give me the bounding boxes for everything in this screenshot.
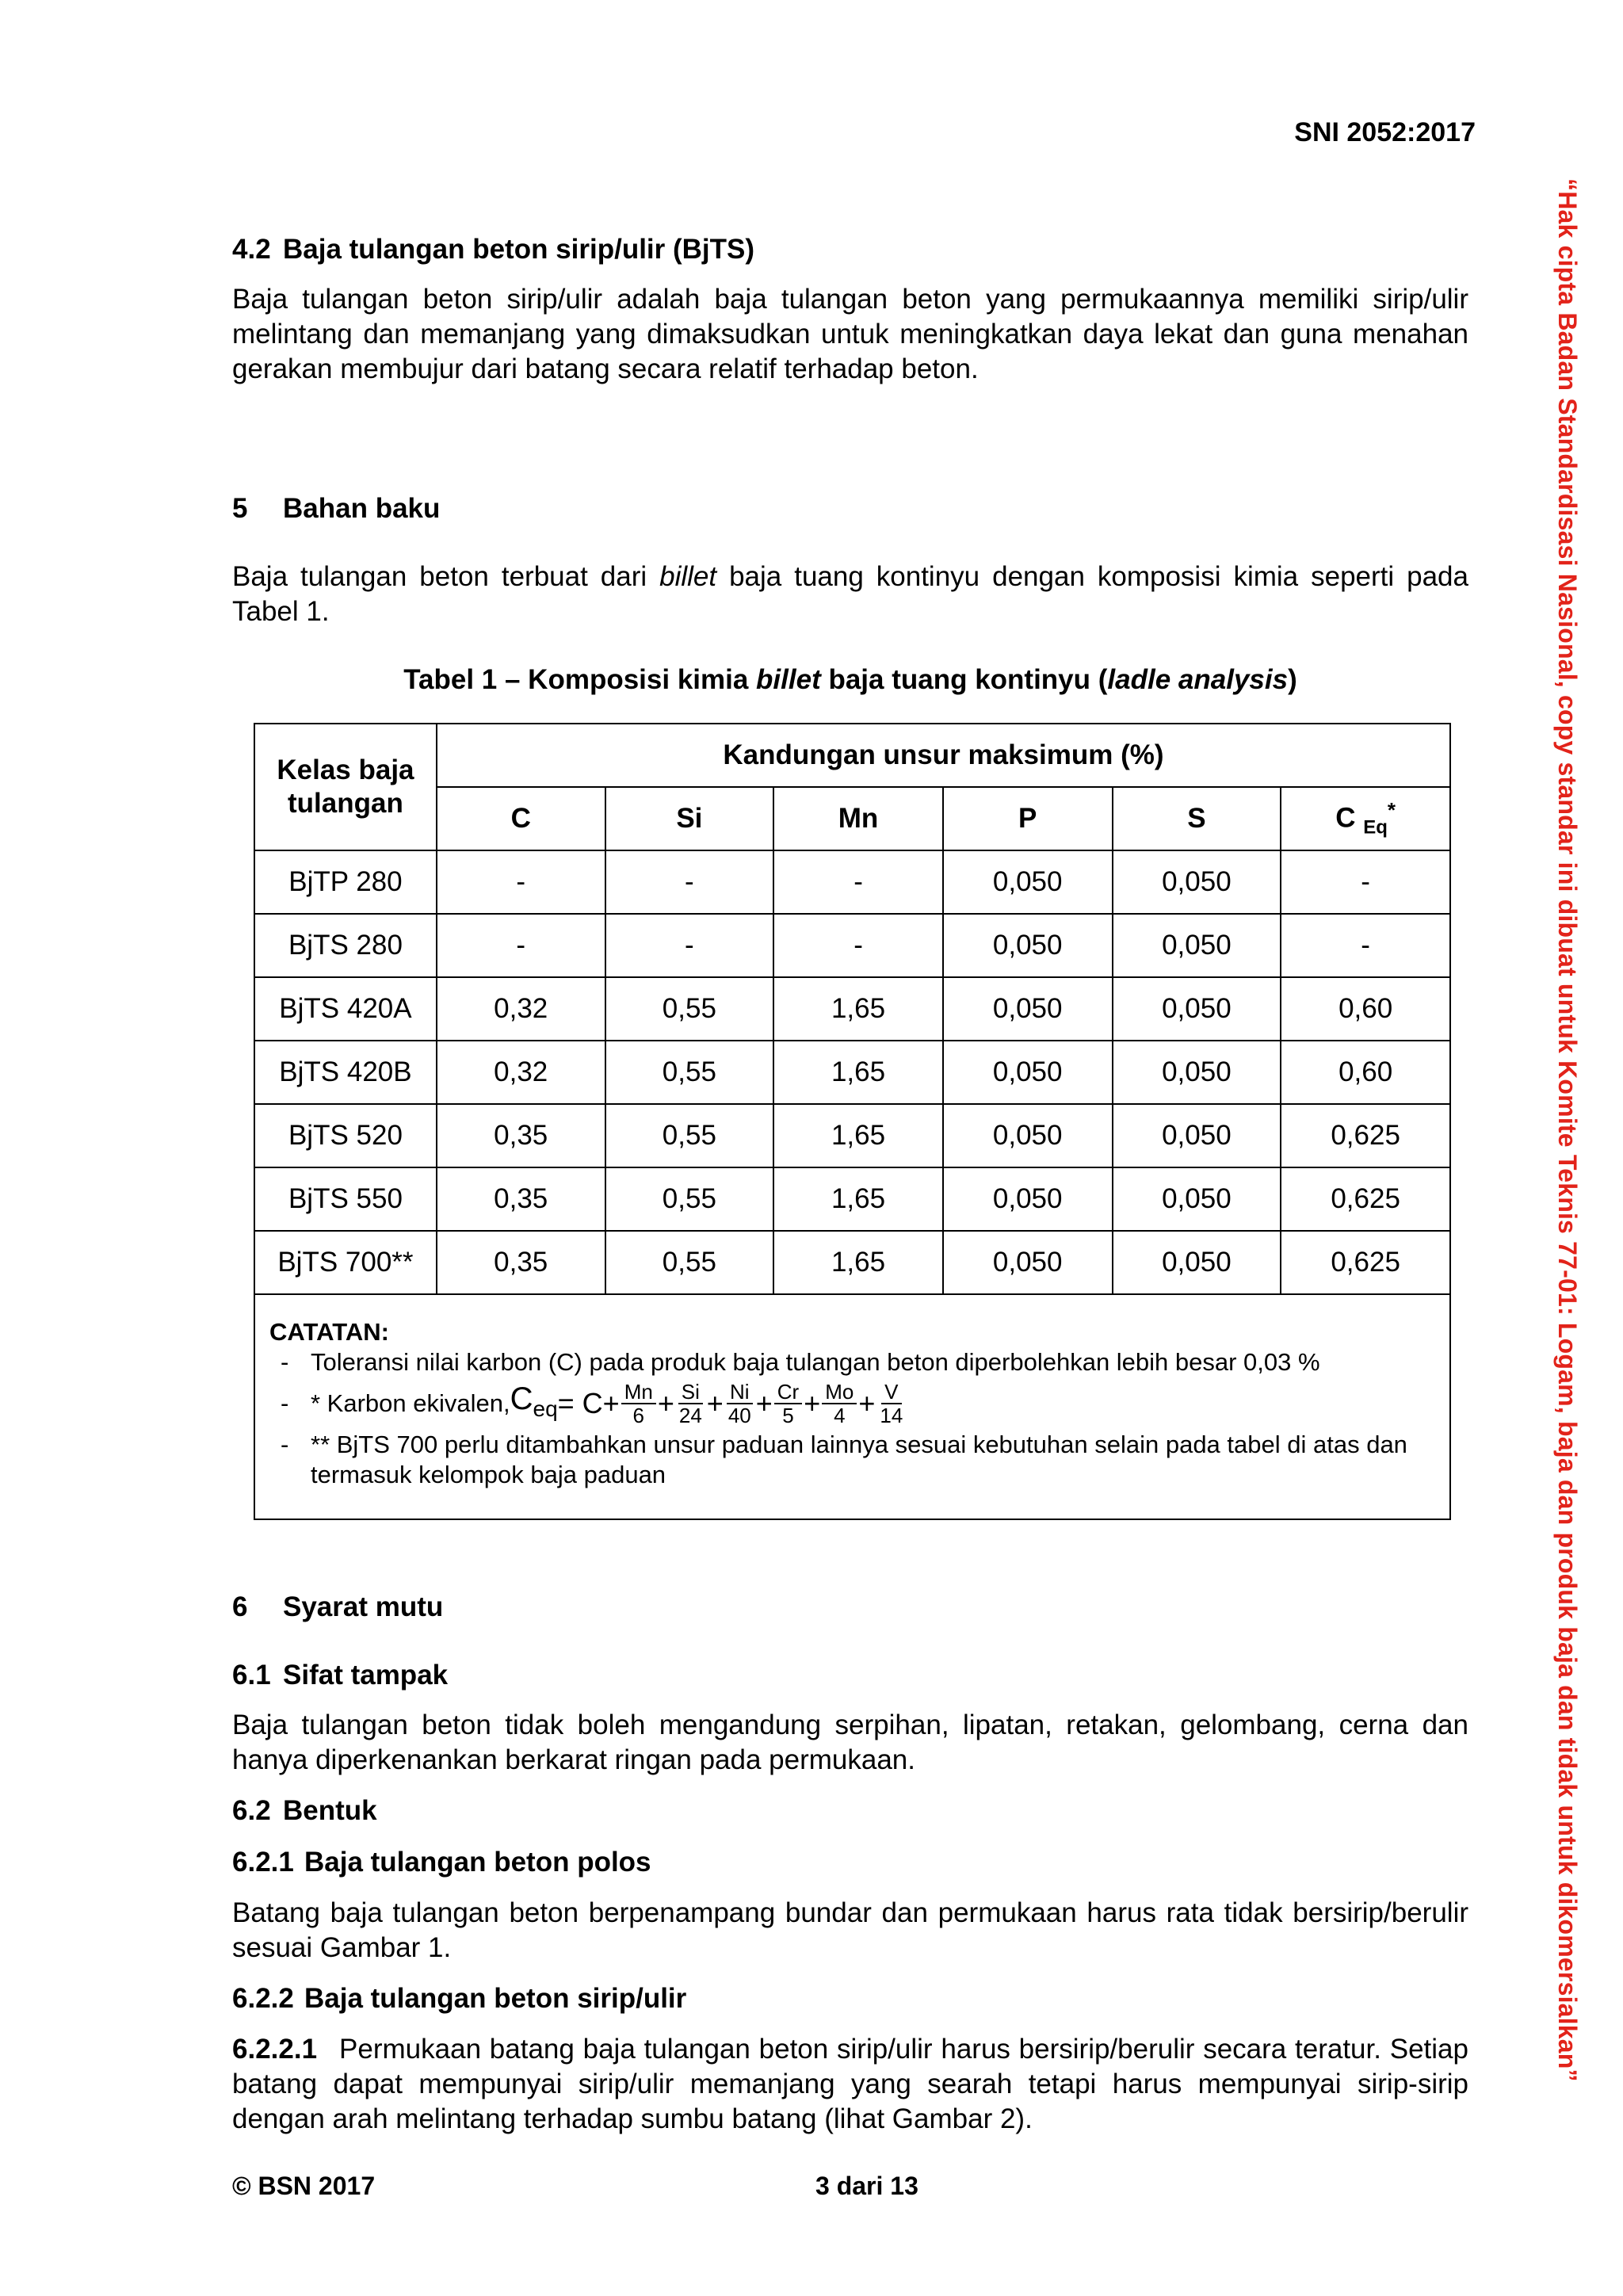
notes-title: CATATAN:	[269, 1318, 389, 1346]
table-cell: 0,050	[1113, 1041, 1281, 1104]
table-cell: BjTS 550	[254, 1167, 437, 1231]
section-5-heading	[232, 493, 440, 525]
section-6-heading	[232, 1591, 443, 1623]
table-cell: 1,65	[773, 1041, 943, 1104]
table-cell: 0,55	[605, 1167, 774, 1231]
section-number: 5	[232, 493, 248, 524]
section-number: 6	[232, 1591, 248, 1622]
table-cell: BjTS 420B	[254, 1041, 437, 1104]
table-cell: 0,050	[943, 1041, 1113, 1104]
footer-page-number: 3 dari 13	[815, 2172, 918, 2200]
table-caption	[232, 664, 1468, 696]
section-number: 6.2.2	[232, 1983, 294, 2014]
table-cell: BjTP 280	[254, 850, 437, 914]
formula-fraction: $\frac{Mo}{4}$	[822, 1381, 857, 1427]
table-cell: 0,050	[1113, 1104, 1281, 1167]
column-header: Si	[605, 787, 774, 850]
table-cell: 0,60	[1281, 1041, 1450, 1104]
table-cell: 0,050	[943, 1167, 1113, 1231]
section-5-body	[232, 560, 1468, 629]
section-6-2-2-1-body	[232, 2032, 1468, 2137]
note-item	[269, 1430, 1435, 1490]
section-title: Baja tulangan beton polos	[304, 1847, 651, 1878]
table-cell: 1,65	[773, 977, 943, 1041]
table-cell: 0,32	[437, 977, 605, 1041]
formula-plus: +	[706, 1387, 724, 1419]
table-cell: 0,050	[943, 914, 1113, 977]
note-item	[269, 1381, 1435, 1427]
section-6-1-heading	[232, 1660, 448, 1691]
column-header	[1281, 787, 1450, 850]
table-cell: 0,050	[943, 850, 1113, 914]
table-cell: 0,050	[943, 1104, 1113, 1167]
section-4-2-heading	[232, 234, 754, 266]
section-title: Bahan baku	[283, 493, 441, 524]
section-title: Sifat tampak	[283, 1660, 449, 1690]
table-row	[254, 1104, 1450, 1167]
table-cell: -	[605, 850, 774, 914]
section-number: 6.2	[232, 1795, 271, 1826]
caption-text: )	[1288, 664, 1297, 695]
table-notes	[254, 1294, 1450, 1519]
formula-fraction: $\frac{Si}{24}$	[678, 1380, 702, 1427]
formula-plus: +	[755, 1387, 773, 1419]
table-cell: 0,625	[1281, 1104, 1450, 1167]
column-header-class: Kelas baja tulangan	[254, 724, 437, 850]
section-title: Syarat mutu	[283, 1591, 444, 1622]
table-cell: 1,65	[773, 1167, 943, 1231]
table-row	[254, 1231, 1450, 1294]
footer-copyright: © BSN 2017	[232, 2172, 376, 2200]
section-title: Baja tulangan beton sirip/ulir (BjTS)	[283, 234, 755, 265]
table-cell: 0,050	[943, 977, 1113, 1041]
table-row	[254, 1041, 1450, 1104]
table-cell: 0,32	[437, 1041, 605, 1104]
table-cell: -	[1281, 850, 1450, 914]
table-cell: 0,050	[943, 1231, 1113, 1294]
table-row	[254, 914, 1450, 977]
section-number: 6.2.2.1	[232, 2034, 318, 2065]
note-text: ** BjTS 700 perlu ditambahkan unsur paduan lainnya sesuai kebutuhan selain pada tabel di atas dan termasuk kelompok baja paduan	[311, 1431, 1407, 1488]
table-cell: -	[437, 914, 605, 977]
table-cell: 0,35	[437, 1104, 605, 1167]
table-cell: 0,050	[1113, 1231, 1281, 1294]
section-title: Bentuk	[283, 1795, 377, 1826]
note-item	[269, 1347, 1435, 1377]
column-header: Mn	[773, 787, 943, 850]
body-text-italic: billet	[659, 561, 717, 592]
formula-plus: +	[657, 1387, 674, 1419]
column-header: P	[943, 787, 1113, 850]
body-text: Permukaan batang baja tulangan beton sirip/ulir harus bersirip/berulir secara teratur. Setiap batang dapat mempunyai sirip/ulir memanjang yang searah tetapi harus mempunyai sirip-sirip dengan arah melintang terhadap sumbu batang (lihat Gambar 2).	[232, 2034, 1468, 2134]
table-cell: 1,65	[773, 1104, 943, 1167]
caption-italic: ladle analysis	[1107, 664, 1289, 695]
section-title: Baja tulangan beton sirip/ulir	[304, 1983, 687, 2014]
section-number: 4.2	[232, 234, 271, 265]
formula-plus: +	[858, 1387, 876, 1419]
table-cell: 0,55	[605, 977, 774, 1041]
formula-fraction: $\frac{Cr}{5}$	[774, 1381, 802, 1427]
table-cell: -	[437, 850, 605, 914]
table-row	[254, 977, 1450, 1041]
note-text: * Karbon ekivalen,	[311, 1389, 510, 1417]
caption-text: Tabel 1 – Komposisi kimia	[403, 664, 757, 695]
table-cell: BjTS 420A	[254, 977, 437, 1041]
table-cell: 0,55	[605, 1104, 774, 1167]
table-cell: 0,55	[605, 1041, 774, 1104]
table-row	[254, 850, 1450, 914]
formula-subscript: eq	[533, 1396, 558, 1421]
body-text: Baja tulangan beton terbuat dari	[232, 561, 660, 592]
table-cell: -	[773, 850, 943, 914]
column-group-header: Kandungan unsur maksimum (%)	[437, 724, 1450, 787]
table-cell: 0,050	[1113, 1167, 1281, 1231]
table-cell: BjTS 520	[254, 1104, 437, 1167]
column-header: C	[437, 787, 605, 850]
section-6-1-body: Baja tulangan beton tidak boleh mengandung serpihan, lipatan, retakan, gelombang, cerna dan hanya diperkenankan berkarat ringan pada permukaan.	[232, 1710, 1468, 1775]
formula-equals: = C+	[557, 1387, 620, 1419]
table-cell: 1,65	[773, 1231, 943, 1294]
section-number: 6.1	[232, 1660, 271, 1690]
formula-ceq	[510, 1381, 558, 1424]
table-cell: 0,60	[1281, 977, 1450, 1041]
formula-fraction: $\frac{Mn}{6}$	[621, 1381, 656, 1427]
table-cell: 0,35	[437, 1167, 605, 1231]
table-cell: BjTS 280	[254, 914, 437, 977]
note-bullet: -	[281, 1348, 289, 1376]
document-code: SNI 2052:2017	[1294, 117, 1476, 147]
table-cell: 0,625	[1281, 1167, 1450, 1231]
caption-italic: billet	[756, 664, 821, 695]
caption-text: baja tuang kontinyu (	[820, 664, 1108, 695]
formula-fraction: $\frac{Ni}{40}$	[727, 1380, 751, 1427]
table-notes-row	[254, 1294, 1450, 1519]
note-text: Toleransi nilai karbon (C) pada produk baja tulangan beton diperbolehkan lebih besar 0,03 %	[311, 1348, 1320, 1376]
section-6-2-heading	[232, 1795, 377, 1827]
table-cell: -	[773, 914, 943, 977]
table-cell: 0,050	[1113, 850, 1281, 914]
formula-symbol: C	[510, 1381, 533, 1416]
table-cell: BjTS 700**	[254, 1231, 437, 1294]
section-number: 6.2.1	[232, 1847, 294, 1878]
table-row	[254, 1167, 1450, 1231]
formula-fraction: $\frac{V}{14}$	[880, 1380, 903, 1427]
note-bullet: -	[281, 1431, 289, 1458]
header-asterisk: *	[1387, 798, 1396, 823]
note-bullet: -	[281, 1389, 289, 1417]
table-cell: 0,050	[1113, 914, 1281, 977]
column-header: S	[1113, 787, 1281, 850]
body-text: baja tuang kontinyu dengan komposisi kimia seperti pada Tabel 1.	[232, 561, 1468, 627]
table-cell: 0,625	[1281, 1231, 1450, 1294]
section-6-2-1-heading	[232, 1847, 651, 1878]
table-cell: -	[605, 914, 774, 977]
table-cell: -	[1281, 914, 1450, 977]
section-4-2-body: Baja tulangan beton sirip/ulir adalah baja tulangan beton yang permukaannya memiliki sirip/ulir melintang dan memanjang yang dimaksudkan untuk meningkatkan daya lekat dan guna menahan gerakan membujur dari batang secara relatif terhadap beton.	[232, 284, 1468, 384]
header-text: C	[1335, 802, 1356, 834]
table-cell: 0,55	[605, 1231, 774, 1294]
table-cell: 0,050	[1113, 977, 1281, 1041]
formula-plus: +	[804, 1387, 821, 1419]
header-subscript: Eq	[1363, 816, 1388, 839]
table-cell: 0,35	[437, 1231, 605, 1294]
composition-table	[254, 723, 1451, 1520]
section-6-2-2-heading	[232, 1983, 686, 2015]
copyright-watermark: “Hak cipta Badan Standardisasi Nasional, copy standar ini dibuat untuk Komite Teknis 77-01: Logam, baja dan produk baja dan tidak untuk dikomersialkan”	[1553, 178, 1582, 2082]
section-6-2-1-body: Batang baja tulangan beton berpenampang bundar dan permukaan harus rata tidak bersirip/berulir sesuai Gambar 1.	[232, 1897, 1468, 1963]
